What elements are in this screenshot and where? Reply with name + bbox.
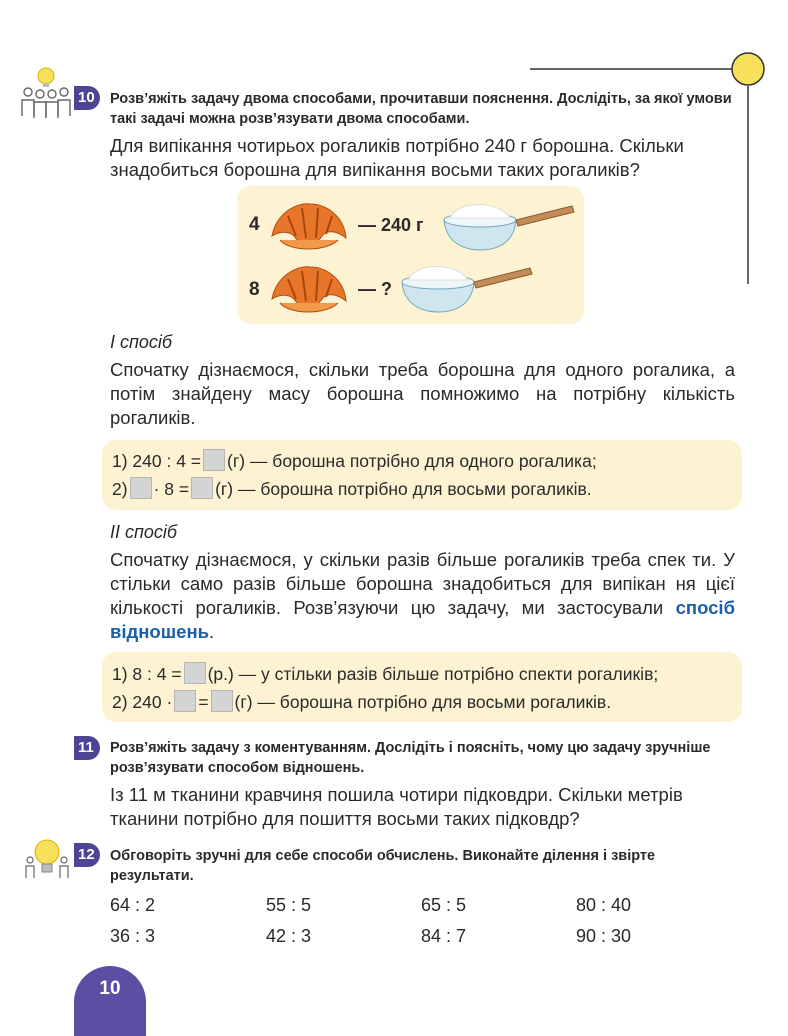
- key-term: спосіб відношень: [110, 597, 736, 642]
- solution-text: 1) 8 : 4 =: [112, 664, 182, 684]
- division-expression: 84 : 7: [421, 926, 467, 946]
- answer-box[interactable]: [191, 477, 213, 499]
- method-title: ІІ спосіб: [110, 522, 178, 542]
- solution-text: 2) 240 ·: [112, 692, 173, 712]
- answer-box[interactable]: [203, 449, 225, 471]
- answer-box[interactable]: [130, 477, 152, 499]
- croissant-icon: [266, 196, 350, 254]
- answer-box[interactable]: [174, 690, 196, 712]
- task-heading: Обговоріть зручні для себе способи обчислень. Виконайте ділення і звірте результати.: [110, 848, 656, 884]
- flour-sieve-icon: [440, 192, 576, 254]
- solution-text: (р.) — у стільки разів більше потрібно спекти рогаликів;: [207, 664, 659, 684]
- method-explanation: [110, 548, 735, 644]
- page-number: 10: [74, 966, 146, 1036]
- croissant-icon: [266, 259, 350, 317]
- illustration-count: 4: [249, 214, 260, 235]
- illustration-amount: — 240 г: [358, 215, 424, 235]
- task-problem-text: Із 11 м тканини кравчиня пошила чотири підковдри. Скільки метрів тканини потрібно для пошиття восьми таких підковдр?: [110, 784, 683, 829]
- group-lightbulb-icon: [18, 66, 74, 120]
- lightbulb-icon: [24, 836, 70, 880]
- illustration-amount: — ?: [358, 279, 392, 299]
- solution-line: [112, 448, 597, 474]
- solution-text: (г) — борошна потрібно для одного рогалика;: [227, 451, 597, 471]
- answer-box[interactable]: [211, 690, 233, 712]
- solution-line: [112, 661, 658, 687]
- answer-box[interactable]: [184, 662, 206, 684]
- solution-text: · 8 =: [153, 479, 190, 499]
- solution-text: =: [198, 692, 209, 712]
- task-problem-text: Для випікання чотирьох рогаликів потрібно 240 г борошна. Скільки знадобиться борошна для випікання восьми таких рогаликів?: [110, 135, 684, 180]
- division-expression: 36 : 3: [110, 926, 156, 946]
- method-text-end: .: [209, 621, 215, 642]
- task-number-badge: 11: [74, 736, 100, 760]
- task-number-badge: 10: [74, 86, 100, 110]
- division-expression: 64 : 2: [110, 895, 156, 915]
- solution-text: 1) 240 : 4 =: [112, 451, 202, 471]
- task-number-badge: 12: [74, 843, 100, 867]
- division-expression: 55 : 5: [266, 895, 312, 915]
- division-expression: 65 : 5: [421, 895, 467, 915]
- solution-text: (г) — борошна потрібно для восьми рогаликів.: [234, 692, 612, 712]
- solution-text: (г) — борошна потрібно для восьми рогаликів.: [215, 479, 592, 499]
- division-expression: 80 : 40: [576, 895, 632, 915]
- task-heading: Розв’яжіть задачу з коментуванням. Дослідіть і поясніть, чому цю задачу зручніше розв’язувати способом відношень.: [110, 740, 711, 776]
- method-text: Спочатку дізнаємося, у скільки разів більше рогаликів треба спек ти. У стільки само разів більше борошна знадобиться для випікан ня цієї кількості рогаликів. Розв’язуючи цю задачу, ми застосували: [110, 549, 735, 618]
- solution-line: [112, 476, 592, 502]
- method-explanation: Спочатку дізнаємося, скільки треба борошна для одного рогалика, а потім знайдену масу борошна помножимо на потрібну кількість рогаликів.: [110, 359, 735, 428]
- illustration-count: 8: [249, 279, 260, 300]
- division-expression: 42 : 3: [266, 926, 312, 946]
- task-heading: Розв’яжіть задачу двома способами, прочитавши пояснення. Дослідіть, за якої умови такі задачі можна розв’язувати двома способами.: [110, 91, 732, 127]
- solution-line: [112, 689, 611, 715]
- flour-sieve-icon: [398, 254, 534, 316]
- solution-text: 2): [112, 479, 128, 499]
- method-title: І спосіб: [110, 332, 173, 352]
- division-expression: 90 : 30: [576, 926, 632, 946]
